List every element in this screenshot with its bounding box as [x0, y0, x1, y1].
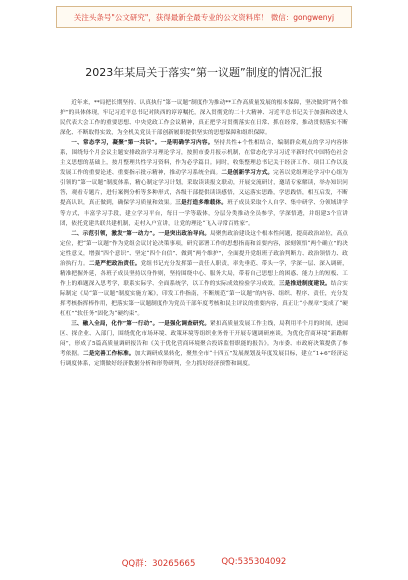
banner-text: 关注头条号"公文研究"，获得最新全最专业的公文资料库！ 微信：gongwenyj [73, 12, 335, 22]
section-heading: 二是严把政治责任。 [88, 260, 141, 267]
section-heading: 一、常态学习，凝聚“第一共识”。一是明确学习内容。 [71, 140, 214, 147]
paragraph-text: 结合实际制定《局“第一议题”制度实施方案》，印发工作指南，不断规范“第一议题”的内容、组织、程序、责任，充分发挥考核指挥棒作用，把落实第一议题制度作为党员干部年度考核和民主评议的重要内容，真正让“小规章”变成了“硬杠杠”“软任务”固化为“硬约束”。 [60, 280, 348, 317]
paragraph-text: 党组书记充分发挥第一责任人职责，率先垂范、带头一学，学深一层、深入调研，精准把握外延，各班子成员坚持以身作则，坚持围绕中心、服务大局，带着自己思想上的困惑、能力上的短板、工作上的难题深入思考学，联系实际学、全面系统学，以工作的实际成效检验学习成效。 [60, 260, 348, 287]
footer [0, 557, 408, 569]
paragraph-intro [60, 98, 348, 138]
paragraph-section-3 [60, 319, 348, 369]
section-heading: 三是推进制度建设。 [278, 280, 331, 287]
paragraph-text: 紧扣高质量发展工作主线，局利用半个月的时间，进园区、探企业、入部门，围绕优化市场环境、政策环境等组织业务骨干开展专题调研座谈，为优化营商环境“新路解闷”，形成了5篇高质量调研报告和《关于优化营商环境聚合投诉监督职能的报告》。为市委、市政府决策提供了参考依据。 [60, 321, 348, 358]
section-heading: 三、融入全局，化作“第一行动”。一是强化调查研究。 [71, 321, 211, 328]
document-body [60, 98, 348, 548]
paragraph-section-2 [60, 229, 348, 319]
paragraph-text: 局聚焦政治建设这个根本性问题，提高政治站位，高点定位，把“第一议题”作为党组会议讨论决策事项，研究部署工作的思想指南和首要内容，深刻领悟“两个确立”的决定性意义，增强“四个意识”、坚定“四个自信”、做到“两个维护”，全面提升党组班子政治判断力、政治领悟力、政治执行力。 [60, 230, 348, 267]
paragraph-text: 完善以党组理论学习中心组为引领的“第一议题”制度体系，精心制定学习计划，采取读读报文联动，开展交流研讨，邀请专家解读，举办知识问答，观看专题片，进行案例分析等多种形式，各级干部提供读读感悟，又运落实思路，学思践悟，相互启发，不断提高认识，真正做到，确保学习质量和效果。 [60, 170, 348, 207]
section-heading: 二、示范引领，激发“第一动力”。一是突出政治导向。 [71, 230, 211, 237]
document-title: 2023年某局关于落实“第一议题”制度的情况汇报 [85, 66, 323, 79]
footer-qq: QQ:535304092 [221, 557, 287, 567]
paragraph-text: 坚持共性+个性相结合，编制群众观点的学习内容体系，围绕每个月会议主题安排政治学习理论学习，按照市委月报示机制，在常态化学习习近平新时代中国特色社会主义思想的基础上，按月整理共性学习资料，作为必学篇目。同时，收集整理总书记关于经济工作、项目工作以及发展工作的重要论述、重要指示批示精神，推动学习系统全面。 [60, 140, 348, 177]
section-heading: 二是创新学习方式。 [221, 170, 274, 177]
paragraph-text: 近年来，**局把长期坚持、认真执行“第一议题”制度作为推动**工作高质量发展的根本保障，坚决做到“两个维护”的具体体现，牢记习近平总书记对陕西的谆谆嘱托，深入贯彻党的二十大精神、习近平总书记关于加强和改进人民代表大会工作的重要思想、中央党政工作会议精神，真正把学习贯彻落实在日常、抓在经常，推动贯彻落实不断深化、不断取得实效，为全机关党员干部创新履职提供坚实的思想保障和组织保障。 [60, 100, 348, 137]
paragraph-section-1 [60, 138, 348, 228]
top-banner [56, 6, 352, 28]
section-heading: 三是打造多维载体。 [175, 200, 228, 207]
paragraph-text: 班子成员采取个人自学、集中研学、分领域讲学等方式，丰富学习手段，建立学习平台，每日一学等载体，分层分类推动全员参学，学深悟透，并组建3个宣讲团，依托党建共联共建机制，走村入户宣讲，让党的理论“飞入寻常百姓家”。 [60, 200, 348, 227]
section-heading: 二是完善工作标准。 [82, 351, 135, 358]
paragraph-text: 加大调研成果转化，聚焦全市“十四五”发展规划及年度发展目标，建立“1+6”经济运行调度体系，定期做好经济数据分析和形势研判，全力抓好经济预警和调度。 [60, 351, 348, 368]
footer-qq-group: QQ群：30265665 [121, 559, 196, 569]
